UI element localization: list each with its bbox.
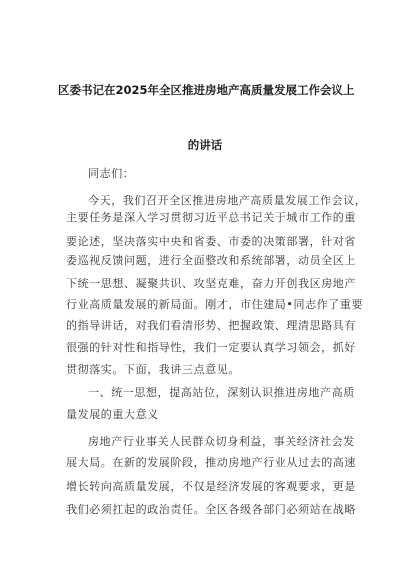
section-heading-line: 量发展的重大意义 — [66, 408, 159, 421]
paragraph-line: 房地产行业事关人民群众切身利益，事关经济社会发 — [88, 435, 355, 448]
paragraph-line: 今天，我们召开全区推进房地产高质量发展工作会议， — [88, 194, 367, 207]
paragraph-line: 我们必须扛起的政治责任。全区各级各部门必须站在战略 — [66, 503, 356, 516]
paragraph-line: 展大局。在新的发展阶段，推动房地产行业从过去的高速 — [66, 456, 356, 469]
paragraph-line: 主要任务是深入学习贯彻习近平总书记关于城市工作的重 — [66, 211, 356, 224]
paragraph-line: 增长转向高质量发展，不仅是经济发展的客观要求，更是 — [66, 480, 356, 493]
paragraph-line: 委巡视反馈问题，进行全面整改和系统部署，动员全区上 — [66, 254, 356, 267]
salutation: 同志们： — [88, 167, 135, 180]
paragraph-line: 行业高质量发展的新局面。刚才，市住建局•同志作了重要 — [66, 298, 364, 311]
paragraph-line: 下统一思想、凝聚共识、攻坚克难，奋力开创我区房地产 — [66, 277, 356, 290]
paragraph-line: 贯彻落实。下面，我讲三点意见。 — [66, 363, 240, 376]
section-heading-line: 一、统一思想，提高站位，深刻认识推进房地产高质 — [88, 386, 355, 399]
document-title-line-2: 的讲话 — [187, 138, 223, 152]
paragraph-line: 要论述，坚决落实中央和省委、市委的决策部署，针对省 — [66, 235, 356, 248]
paragraph-line: 的指导讲话，对我们看清形势、把握政策、理清思路具有 — [66, 319, 356, 332]
paragraph-line: 很强的针对性和指导性，我们一定要认真学习领会，抓好 — [66, 341, 356, 354]
document-title-line-1: 区委书记在2025年全区推进房地产高质量发展工作会议上 — [58, 83, 355, 97]
